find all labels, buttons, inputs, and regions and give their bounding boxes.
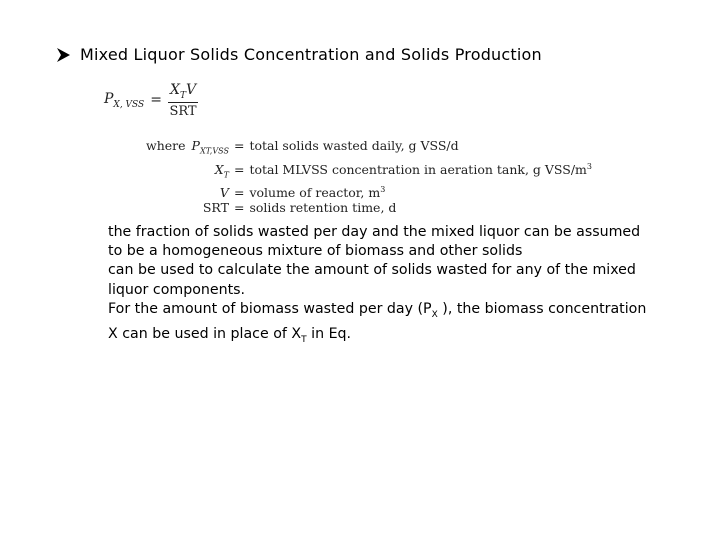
heading-text: Mixed Liquor Solids Concentration and Solids Production [80,45,542,64]
symbol-subscript: T [223,170,229,180]
definition-text [249,182,592,200]
definition-text [249,138,592,159]
where-label: where [146,138,186,153]
formula [104,82,198,119]
slide-heading [57,45,542,64]
text-line: liquor components. [108,281,246,298]
definition-equals: = [233,138,245,153]
definition-text [249,159,592,183]
definition-equals: = [233,200,245,216]
definition-desc: solids retention time, d [249,200,397,216]
variable-definitions [146,138,592,215]
formula-lhs [104,91,144,110]
definition-row [146,138,592,159]
symbol-main: V [219,185,229,201]
definition-row [146,182,592,200]
numerator-tail: V [185,82,197,98]
definition-symbol [192,138,229,159]
symbol-main: P [191,138,200,153]
text-line: can be used to calculate the amount of solids wasted for any of the mixed [108,262,636,279]
formula-lhs-main: P [104,91,114,107]
formula-fraction [168,82,198,119]
text-line [108,300,683,325]
symbol-main: SRT [202,200,229,216]
text-line: to be a homogeneous mixture of biomass and other solids [108,243,523,260]
fraction-bar [168,102,198,103]
formula-equals: = [150,92,162,109]
definition-equals: = [233,161,245,177]
numerator-main: X [169,82,180,98]
symbol-subscript: XT,VSS [199,146,229,156]
definition-row [146,159,592,183]
definition-superscript: 3 [586,161,592,171]
text-line [108,325,683,350]
formula-denominator: SRT [169,103,197,119]
definition-symbol [192,200,229,215]
definition-desc: volume of reactor, m [249,185,381,201]
text-fragment: For the amount of biomass wasted per day (P [108,300,432,317]
definition-equals: = [233,185,245,201]
text-line: the fraction of solids wasted per day and the mixed liquor can be assumed [108,224,641,240]
explanation-paragraph [108,223,683,350]
definition-superscript: 3 [380,185,386,195]
text-subscript: T [301,334,307,345]
formula-numerator [168,82,198,101]
text-fragment: X can be used in place of X [108,325,302,342]
formula-lhs-subscript: X, VSS [113,99,145,110]
text-fragment: ), the biomass concentration [437,300,647,317]
definition-desc: total MLVSS concentration in aeration tank, g VSS/m [249,161,587,177]
definition-text [249,200,592,215]
arrow-bullet-icon [57,48,70,62]
definition-symbol [192,159,229,183]
text-subscript: X [431,309,438,320]
text-fragment: in Eq. [306,325,352,342]
definition-row [146,200,592,215]
definition-desc: total solids wasted daily, g VSS/d [249,138,459,153]
symbol-main: X [214,161,224,177]
numerator-subscript: T [179,90,186,101]
definition-symbol [192,182,229,200]
